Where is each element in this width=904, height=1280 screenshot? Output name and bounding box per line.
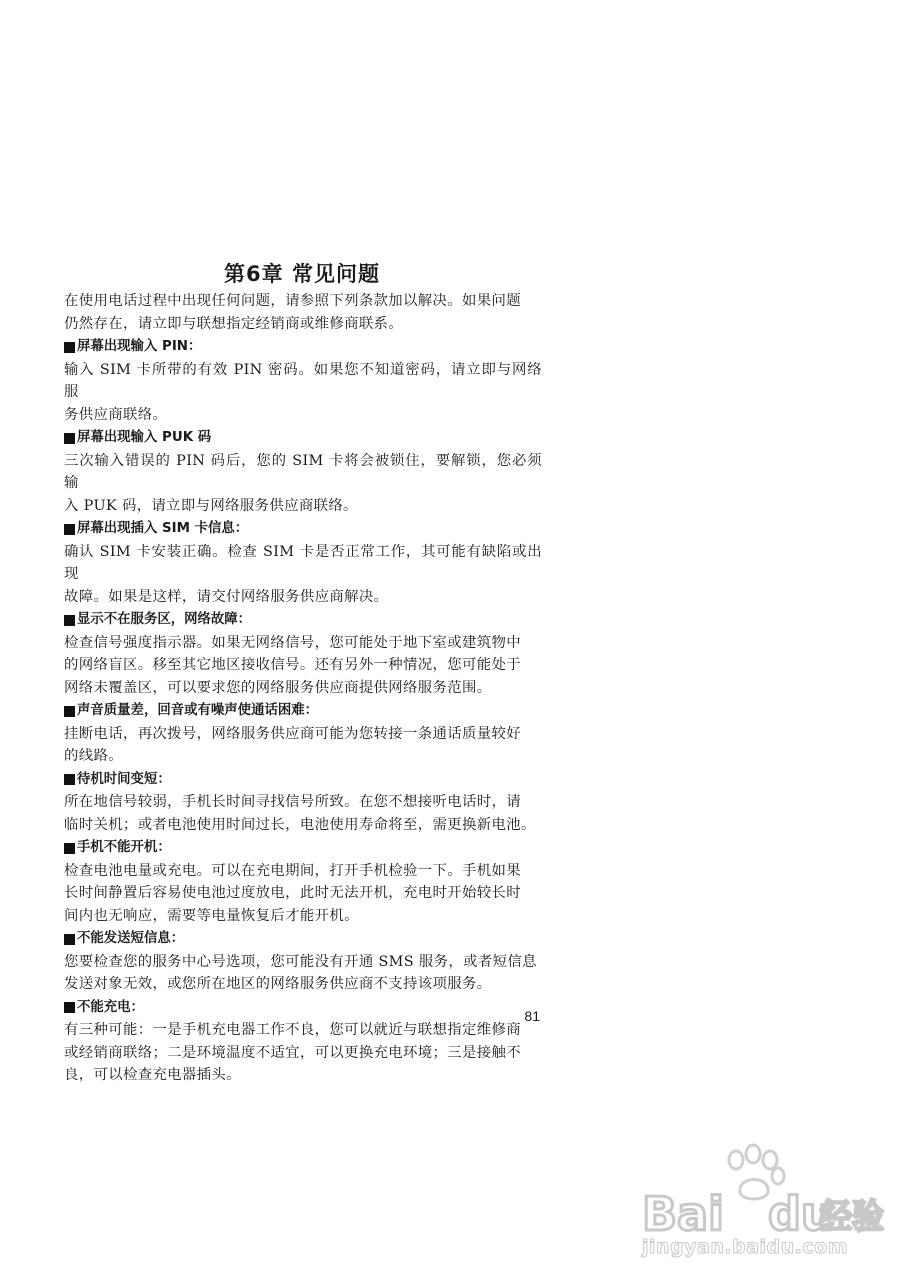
faq-heading-text: 屏幕出现插入 SIM 卡信息： [77,521,249,536]
answer-line: 长时间静置后容易使电池过度放电，此时无法开机，充电时开始较长时 [64,885,521,901]
answer-line: 的网络盲区。移至其它地区接收信号。还有另外一种情况，您可能处于 [64,657,521,673]
square-bullet-icon [64,615,75,626]
faq-answer-charging [64,1019,542,1087]
answer-line: 网络未覆盖区，可以要求您的网络服务供应商提供网络服务范围。 [64,679,492,696]
answer-line: 挂断电话，再次拨号，网络服务供应商可能为您转接一条通话质量较好 [64,725,521,742]
faq-heading-text: 不能发送短信息： [77,931,185,946]
answer-line: 有三种可能：一是手机充电器工作不良，您可以就近与联想指定维修商 [64,1022,521,1038]
square-bullet-icon [64,524,75,535]
faq-heading-voice-quality [64,700,542,723]
faq-heading-pin [64,336,542,359]
answer-line: 的线路。 [64,748,123,764]
answer-line: 输入 SIM 卡所带的有效 PIN 密码。如果您不知道密码，请立即与网络服 [64,361,542,400]
faq-heading-text: 声音质量差，回音或有噪声使通话困难： [77,703,319,718]
faq-heading-insert-sim [64,518,542,541]
answer-line: 确认 SIM 卡安装正确。检查 SIM 卡是否正常工作，其可能有缺陷或出现 [64,543,542,582]
faq-answer-power-on [64,860,542,928]
answer-line: 或经销商联络；二是环境温度不适宜，可以更换充电环境；三是接触不 [64,1044,521,1061]
answer-line: 故障。如果是这样，请交付网络服务供应商解决。 [64,588,389,605]
faq-heading-puk [64,427,542,450]
square-bullet-icon [64,342,75,353]
square-bullet-icon [64,433,75,444]
square-bullet-icon [64,843,75,854]
faq-answer-standby [64,791,542,836]
answer-line: 检查电池电量或充电。可以在充电期间，打开手机检验一下。手机如果 [64,862,521,879]
answer-line: 临时关机；或者电池使用时间过长，电池使用寿命将至，需更换新电池。 [64,816,536,833]
answer-line: 务供应商联络。 [64,406,168,423]
svg-text:du: du [768,1187,834,1240]
svg-text:经验: 经验 [820,1197,884,1237]
faq-heading-text: 待机时间变短： [77,771,171,787]
faq-answer-pin [64,359,542,427]
faq-heading-text: 屏幕出现输入 PUK 码 [77,430,212,445]
faq-answer-puk [64,450,542,518]
answer-line: 入 PUK 码，请立即与网络服务供应商联络。 [64,497,358,514]
square-bullet-icon [64,706,75,717]
faq-heading-sms [64,928,542,951]
faq-heading-standby [64,769,542,792]
svg-text:Bai: Bai [642,1187,724,1240]
faq-answer-no-service [64,632,542,700]
faq-heading-text: 屏幕出现输入 PIN： [77,339,202,354]
faq-answer-sms [64,951,542,996]
watermark-url: jingyan.baidu.com [642,1236,848,1258]
answer-line: 间内也无响应，需要等电量恢复后才能开机。 [64,907,359,924]
intro-line: 仍然存在，请立即与联想指定经销商或维修商联系。 [64,315,404,332]
baidu-jingyan-watermark [636,1140,886,1270]
answer-line: 良，可以检查充电器插头。 [64,1067,241,1083]
faq-heading-no-service [64,609,542,632]
answer-line: 三次输入错误的 PIN 码后，您的 SIM 卡将会被锁住，要解锁，您必须输 [64,452,542,491]
answer-line: 检查信号强度指示器。如果无网络信号，您可能处于地下室或建筑物中 [64,634,521,651]
chapter-title: 第6章 常见问题 [224,262,380,286]
faq-heading-charging [64,997,542,1020]
square-bullet-icon [64,934,75,945]
page-number: 81 [524,1008,540,1024]
answer-line: 您要检查您的服务中心号选项，您可能没有开通 SMS 服务，或者短信息 [64,953,537,970]
faq-answer-insert-sim [64,541,542,609]
faq-content [64,290,542,1087]
intro-paragraph [64,290,542,335]
faq-heading-text: 显示不在服务区，网络故障： [77,612,252,627]
answer-line: 所在地信号较弱，手机长时间寻找信号所致。在您不想接听电话时，请 [64,794,521,810]
answer-line: 发送对象无效，或您所在地区的网络服务供应商不支持该项服务。 [64,976,492,992]
faq-heading-power-on [64,837,542,860]
intro-line: 在使用电话过程中出现任何问题，请参照下列条款加以解决。如果问题 [64,293,521,309]
square-bullet-icon [64,1002,75,1013]
baidu-paw-logo-icon [636,1140,886,1240]
square-bullet-icon [64,774,75,785]
faq-heading-text: 手机不能开机： [77,840,171,855]
faq-heading-text: 不能充电： [77,999,144,1015]
faq-answer-voice-quality [64,723,542,768]
